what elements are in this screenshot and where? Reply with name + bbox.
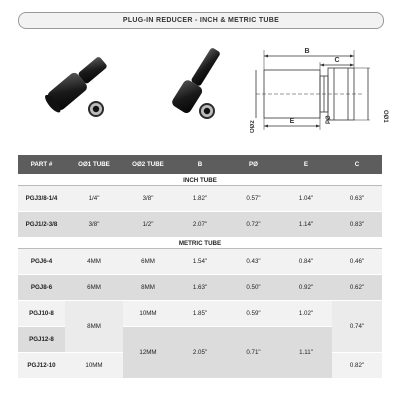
cell-b: 1.54" — [173, 249, 227, 275]
cell-od2: 6MM — [123, 249, 173, 275]
cell-p: 0.57" — [227, 186, 280, 212]
dim-od2-label: OØ2 — [250, 120, 256, 133]
dim-od1-label: OØ1 — [382, 110, 388, 123]
table-row — [18, 301, 382, 327]
cell-od1: 1/4" — [65, 186, 123, 212]
col-header-p: PØ — [227, 155, 280, 175]
cell-part: PGJ12-10 — [18, 353, 65, 379]
section-label-metric: METRIC TUBE — [18, 238, 382, 249]
cell-b: 2.05" — [173, 327, 227, 379]
cell-p: 0.50" — [227, 275, 280, 301]
cell-part: PGJ1/2-3/8 — [18, 212, 65, 238]
cell-e: 1.02" — [280, 301, 332, 327]
dim-b-label: B — [304, 48, 310, 55]
cell-c: 0.74" — [332, 301, 382, 353]
cell-od2: 1/2" — [123, 212, 173, 238]
cell-b: 1.85" — [173, 301, 227, 327]
cell-part: PGJ8-6 — [18, 275, 65, 301]
cell-od1: 6MM — [65, 275, 123, 301]
cell-part: PGJ12-8 — [18, 327, 65, 353]
cell-od1: 10MM — [65, 353, 123, 379]
table-row — [18, 275, 382, 301]
col-header-od1: OØ1 TUBE — [65, 155, 123, 175]
cell-e: 0.84" — [280, 249, 332, 275]
cell-od2: 10MM — [123, 301, 173, 327]
col-header-part: PART # — [18, 155, 65, 175]
section-row-inch — [18, 175, 382, 186]
cell-c: 0.62" — [332, 275, 382, 301]
cell-e: 0.92" — [280, 275, 332, 301]
cell-part: PGJ3/8-1/4 — [18, 186, 65, 212]
dim-e-label: E — [289, 118, 295, 125]
cell-p: 0.43" — [227, 249, 280, 275]
col-header-b: B — [173, 155, 227, 175]
cell-od2: 12MM — [123, 327, 173, 379]
reducer-photo-angled — [30, 40, 120, 130]
section-label-inch: INCH TUBE — [18, 175, 382, 186]
cell-part: PGJ6-4 — [18, 249, 65, 275]
cell-od1: 8MM — [65, 301, 123, 353]
cell-e: 1.11" — [280, 327, 332, 379]
cell-c: 0.63" — [332, 186, 382, 212]
cell-p: 0.72" — [227, 212, 280, 238]
cell-c: 0.82" — [332, 353, 382, 379]
dim-p-label: PØ — [326, 115, 332, 124]
cell-e: 1.04" — [280, 186, 332, 212]
table-row — [18, 249, 382, 275]
cell-p: 0.59" — [227, 301, 280, 327]
cell-b: 2.07" — [173, 212, 227, 238]
table-row — [18, 186, 382, 212]
cell-od2: 3/8" — [123, 186, 173, 212]
cell-c: 0.46" — [332, 249, 382, 275]
spec-table — [18, 155, 382, 379]
section-row-metric — [18, 238, 382, 249]
cell-od2: 8MM — [123, 275, 173, 301]
cell-c: 0.83" — [332, 212, 382, 238]
col-header-c: C — [332, 155, 382, 175]
col-header-e: E — [280, 155, 332, 175]
dimension-diagram — [250, 40, 390, 135]
cell-e: 1.14" — [280, 212, 332, 238]
cell-od1: 4MM — [65, 249, 123, 275]
cell-b: 1.82" — [173, 186, 227, 212]
reducer-photo-side — [150, 40, 240, 130]
page-title: PLUG-IN REDUCER - INCH & METRIC TUBE — [18, 12, 384, 29]
cell-part: PGJ10-8 — [18, 301, 65, 327]
cell-od1: 3/8" — [65, 212, 123, 238]
table-header-row — [18, 155, 382, 175]
dim-c-label: C — [334, 57, 340, 64]
table-row — [18, 212, 382, 238]
cell-p: 0.71" — [227, 327, 280, 379]
cell-b: 1.63" — [173, 275, 227, 301]
col-header-od2: OØ2 TUBE — [123, 155, 173, 175]
